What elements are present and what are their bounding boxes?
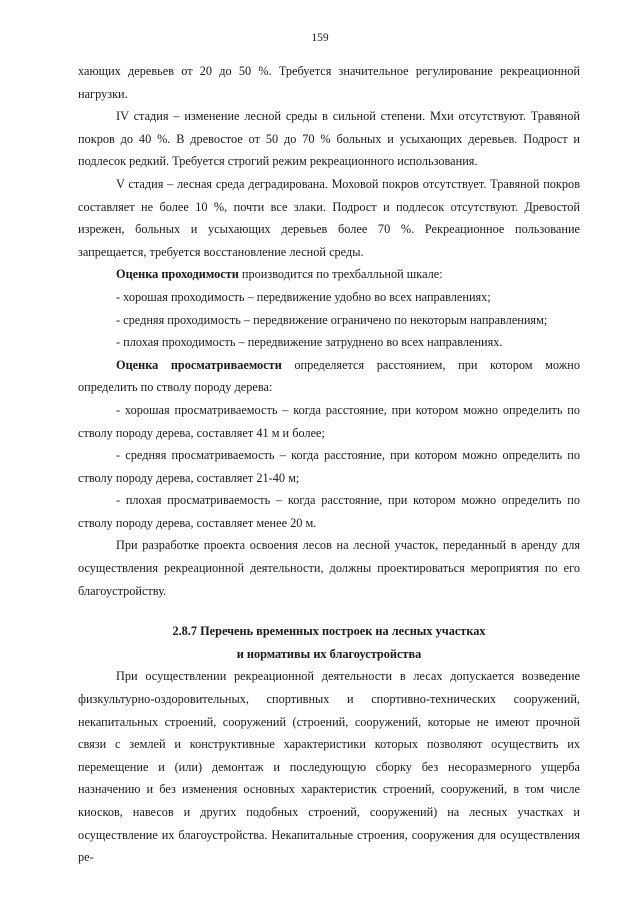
list-item: - средняя проходимость – передвижение ограничено по некоторым направлениям; — [116, 312, 548, 327]
list-item: - хорошая проходимость – передвижение удобно во всех направлениях; — [116, 289, 491, 304]
paragraph-development: При разработке проекта освоения лесов на лесной участок, переданный в аренду для осуществления рекреационной деятельности, должны проектироваться мероприятия по его благоустройству. — [78, 538, 580, 598]
passability-term: Оценка проходимости — [116, 267, 239, 282]
section-heading-line1: 2.8.7 Перечень временных построек на лесных участках — [172, 624, 486, 639]
paragraph-stage-iv: IV стадия – изменение лесной среды в сильной степени. Мхи отсутствуют. Травяной покров до 40 %. В древостое от 50 до 70 % больных и усыхающих деревьев. Подрост и подлесок редкий. Требуется строгий режим рекреационного использования. — [78, 109, 580, 169]
list-item: - плохая просматриваемость – когда расстояние, при котором можно определить по стволу породу дерева, составляет менее 20 м. — [78, 493, 580, 530]
paragraph-section-body: При осуществлении рекреационной деятельности в лесах допускается возведение физкультурно-оздоровительных, спортивных и спортивно-технических сооружений, некапитальных строений, сооружений (строений, сооружений, которые не имеют прочной связи с землей и конструктивные характеристики которых позволяют осуществить их перемещение и (или) демонтаж и последующую сборку без несоразмерного ущерба назначению и без изменения основных характеристик строений, сооружений, в том числе киосков, навесов и других подобных строений, сооружений) на лесных участках и осуществление их благоустройства. Некапитальные строения, сооружения для осуществления ре- — [78, 669, 580, 865]
paragraph-stage-v: V стадия – лесная среда деградирована. Моховой покров отсутствует. Травяной покров составляет не более 10 %, почти все злаки. Подрост и подлесок отсутствуют. Древостой изрежен, больных и усыхающих деревьев более 70 %. Рекреационное пользование запрещается, требуется восстановление лесной среды. — [78, 176, 580, 259]
paragraph-stage-iii-end: хающих деревьев от 20 до 50 %. Требуется значительное регулирование рекреационной нагрузки. — [78, 64, 580, 101]
list-item: - средняя просматриваемость – когда расстояние, при котором можно определить по стволу породу дерева, составляет 21-40 м; — [78, 448, 580, 485]
visibility-term: Оценка просматриваемости — [116, 357, 282, 372]
visibility-text: определяется расстоянием, при котором можно определить по стволу породу дерева: — [78, 357, 580, 395]
list-item: - плохая проходимость – передвижение затруднено во всех направлениях. — [116, 335, 503, 350]
page-content — [78, 60, 580, 869]
passability-text: производится по трехбалльной шкале: — [238, 267, 443, 282]
section-heading-line2: и нормативы их благоустройства — [236, 646, 422, 661]
page-number: 159 — [311, 32, 329, 44]
list-item: - хорошая просматриваемость – когда расстояние, при котором можно определить по стволу породу дерева, составляет 41 м и более; — [78, 402, 580, 440]
paragraph-visibility — [78, 354, 580, 399]
paragraph-passability — [78, 263, 580, 286]
